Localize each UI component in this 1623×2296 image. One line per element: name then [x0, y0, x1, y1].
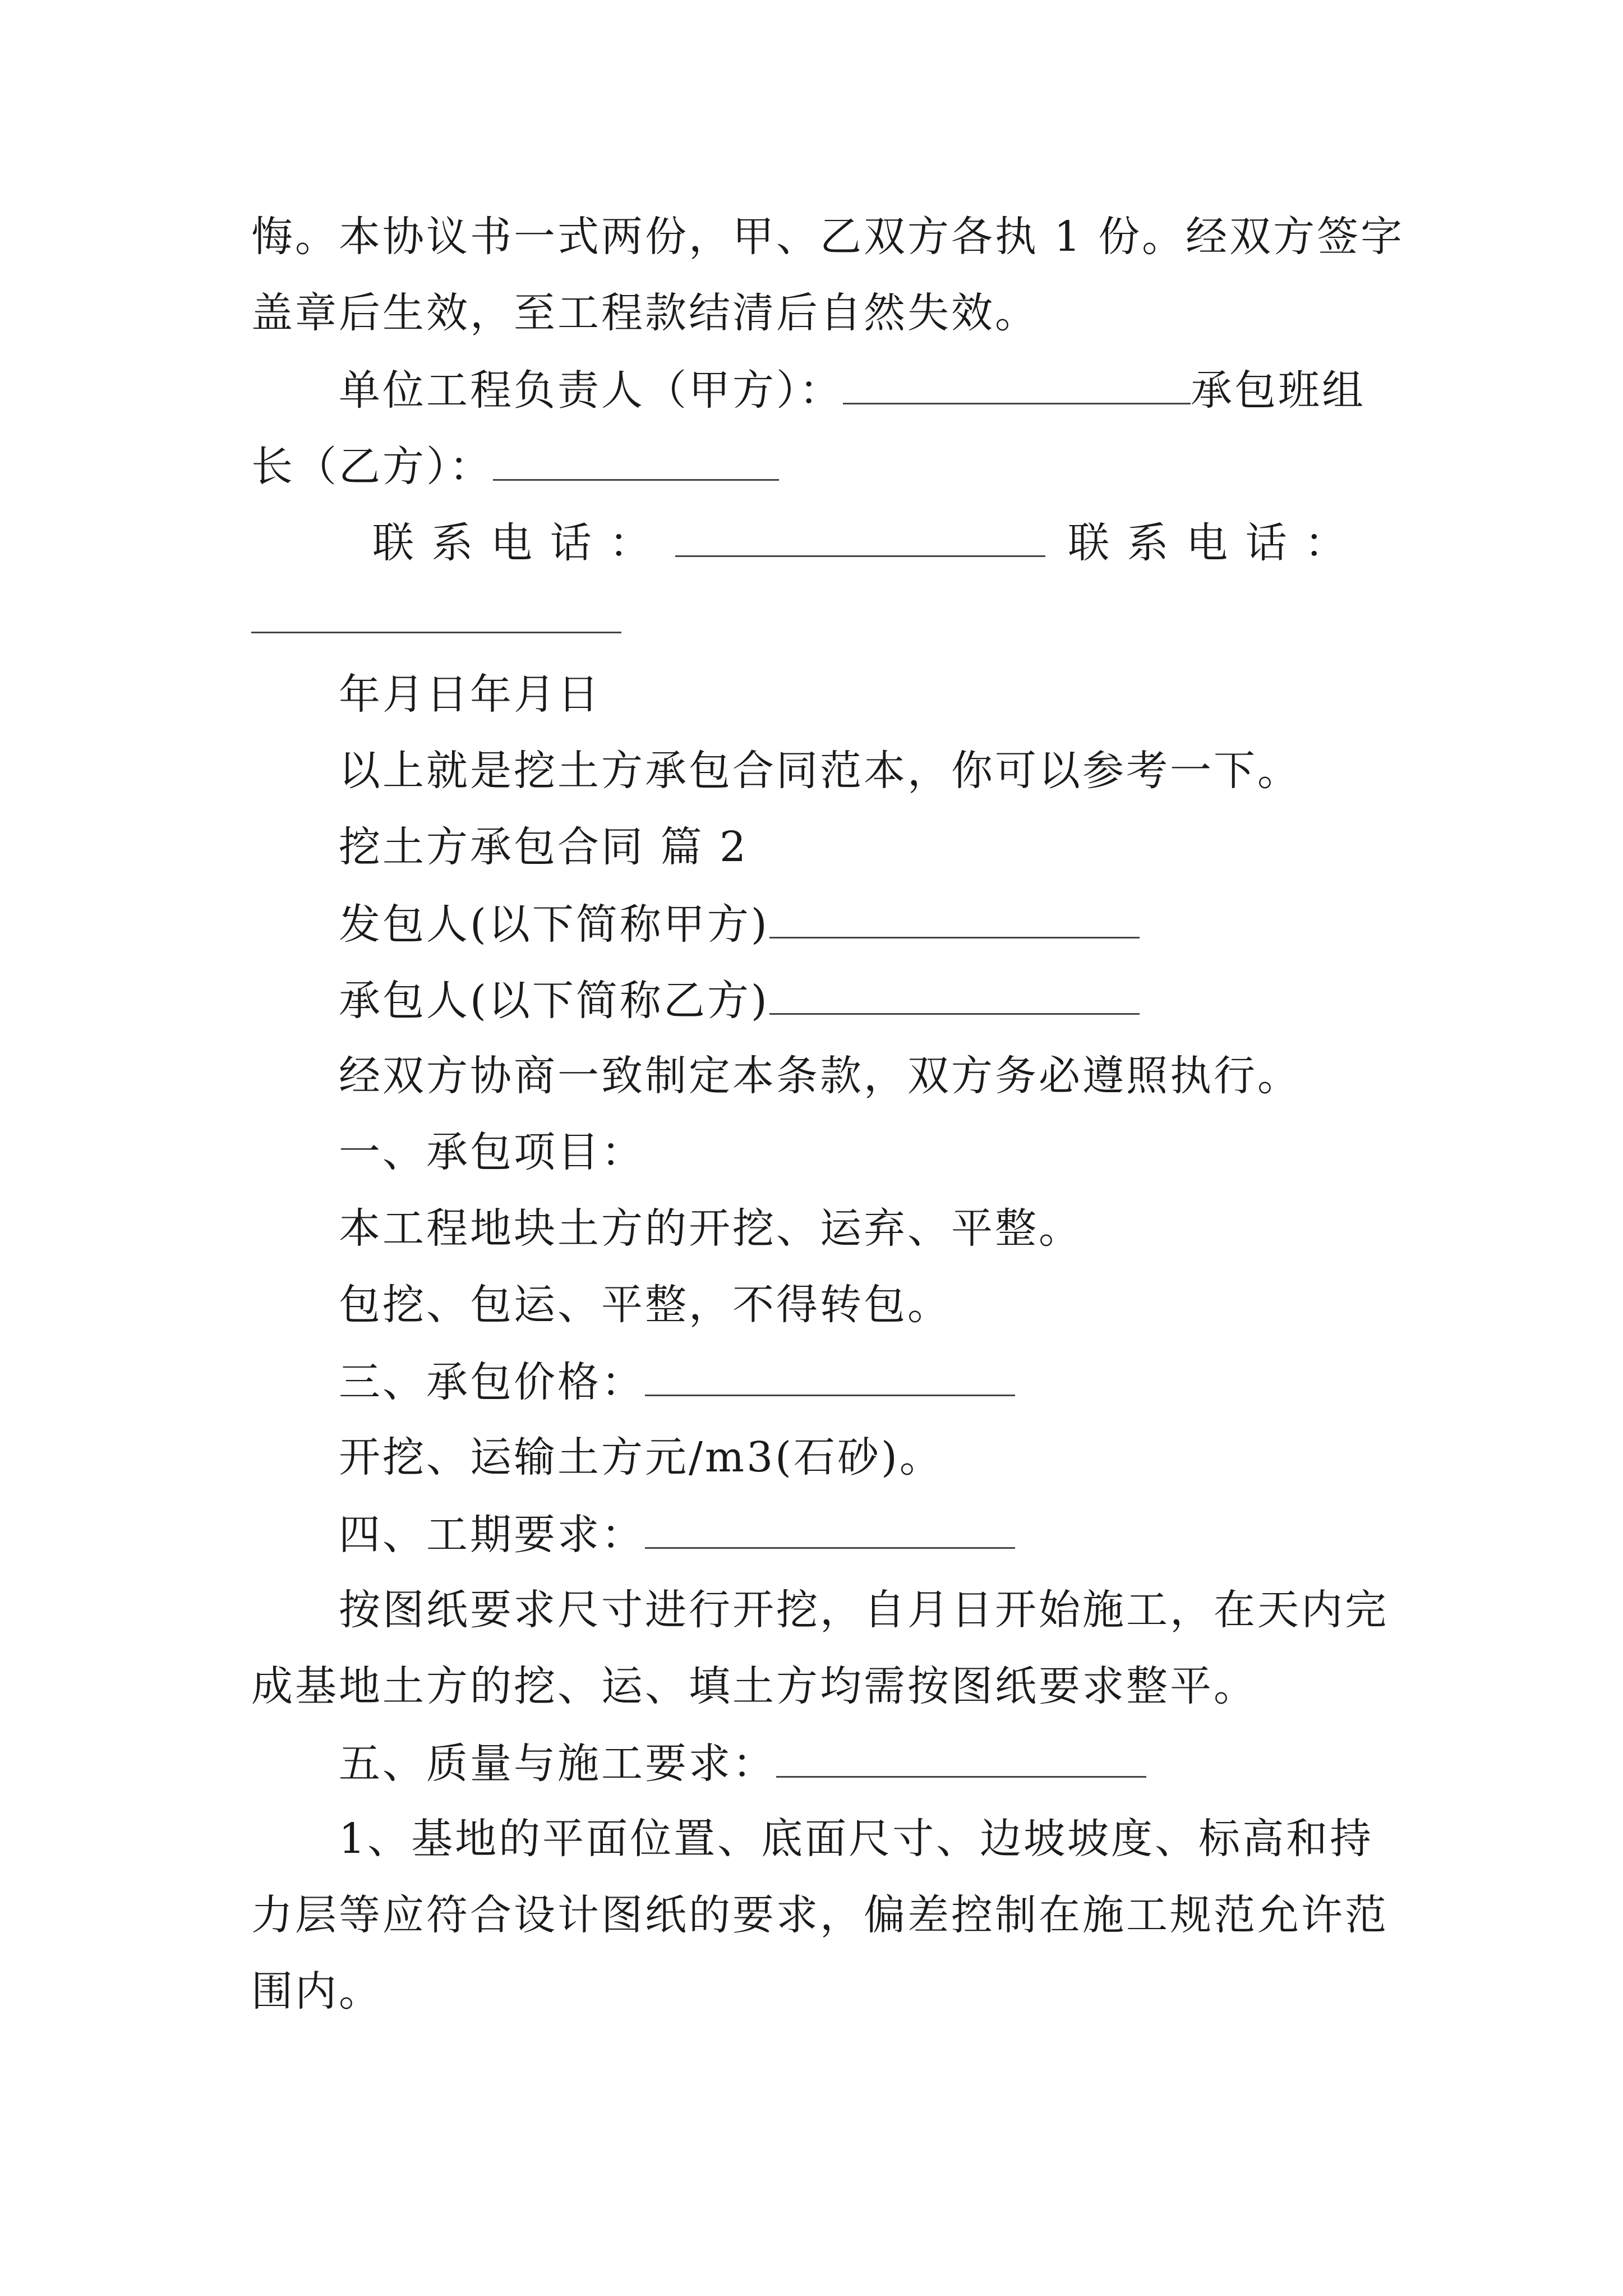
price-blank	[645, 1353, 1015, 1396]
paragraph-line: 开挖、运输土方元/m3(石砂)。	[339, 1433, 943, 1481]
section-heading: 一、承包项目：	[339, 1128, 645, 1176]
paragraph-line: 力层等应符合设计图纸的要求，偏差控制在施工规范允许范	[251, 1891, 1389, 1939]
employer-line	[339, 895, 1140, 953]
party-b-signature-blank	[493, 438, 779, 481]
phone-line	[372, 514, 1348, 571]
schedule-blank	[645, 1506, 1015, 1549]
employer-blank	[769, 895, 1140, 938]
contractor-blank	[769, 972, 1140, 1015]
section-heading: 五、质量与施工要求：	[339, 1740, 776, 1788]
signature-line-cont	[251, 438, 779, 495]
agreement-text: 经双方协商一致制定本条款，双方务必遵照执行。	[339, 1052, 1301, 1100]
party-b-phone-blank	[251, 590, 621, 633]
section-heading: 四、工期要求：	[339, 1511, 645, 1559]
closing-note: 以上就是挖土方承包合同范本，你可以参考一下。	[339, 747, 1301, 795]
price-line	[339, 1353, 1015, 1410]
signature-line	[339, 361, 1366, 418]
party-a-signature-label: 单位工程负责人（甲方）：	[339, 366, 843, 415]
quality-line	[339, 1734, 1146, 1792]
paragraph-line: 盖章后生效，至工程款结清后自然失效。	[251, 289, 1039, 337]
party-a-phone-blank	[675, 514, 1045, 557]
party-a-signature-blank	[843, 361, 1191, 404]
contractor-line	[339, 972, 1140, 1029]
party-b-signature-label: 承包班组	[1191, 366, 1366, 415]
employer-label: 发包人(以下简称甲方)	[339, 900, 769, 949]
paragraph-line: 成基地土方的挖、运、填土方均需按图纸要求整平。	[251, 1662, 1257, 1710]
paragraph-line: 1、基地的平面位置、底面尺寸、边坡坡度、标高和持	[339, 1815, 1374, 1863]
paragraph-line: 本工程地块土方的开挖、运弃、平整。	[339, 1204, 1082, 1253]
date-line: 年月日年月日	[339, 670, 601, 719]
section-heading: 三、承包价格：	[339, 1358, 645, 1406]
party-b-signature-label-cont: 长（乙方）：	[251, 443, 493, 491]
paragraph-line: 悔。本协议书一式两份，甲、乙双方各执 1 份。经双方签字	[251, 213, 1405, 261]
paragraph-line: 围内。	[251, 1967, 382, 2016]
party-b-phone-label: 联 系 电 话 ：	[1068, 519, 1349, 567]
schedule-line	[339, 1506, 1015, 1563]
party-a-phone-label: 联 系 电 话 ：	[372, 519, 653, 567]
paragraph-line: 包挖、包运、平整，不得转包。	[339, 1281, 951, 1329]
contractor-label: 承包人(以下简称乙方)	[339, 977, 769, 1025]
paragraph-line: 按图纸要求尺寸进行开挖，自月日开始施工，在天内完	[339, 1586, 1389, 1634]
phone-line-cont	[251, 590, 621, 647]
quality-blank	[776, 1734, 1146, 1778]
section-title: 挖土方承包合同 篇 2	[339, 823, 749, 871]
